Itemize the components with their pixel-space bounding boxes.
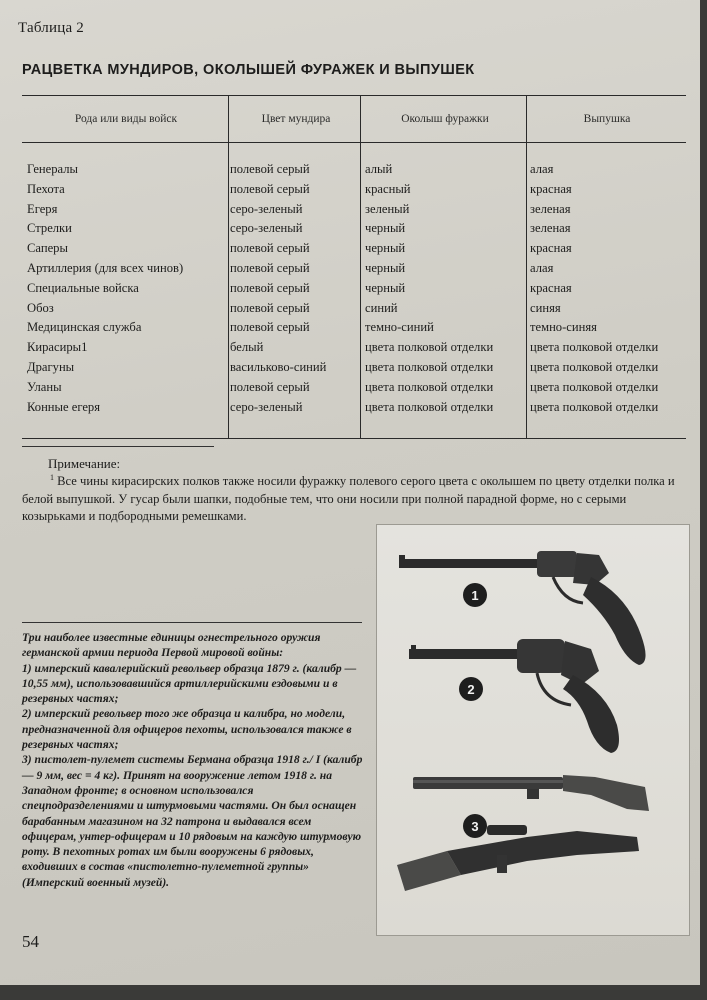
cell-tunic-color: полевой серый bbox=[230, 181, 310, 196]
cell-tunic-color: серо-зеленый bbox=[230, 221, 303, 236]
cell-cap-band: темно-синий bbox=[365, 320, 434, 335]
cell-branch: Стрелки bbox=[27, 221, 72, 236]
page-heading: РАЦВЕТКА МУНДИРОВ, ОКОЛЫШЕЙ ФУРАЖЕК И ВЫПУШЕК bbox=[22, 62, 475, 78]
cell-branch: Уланы bbox=[27, 379, 62, 394]
header-branch: Рода или виды войск bbox=[74, 113, 178, 125]
cell-branch: Саперы bbox=[27, 241, 68, 256]
cell-cap-band: черный bbox=[365, 280, 406, 295]
cell-piping: зеленая bbox=[530, 201, 571, 216]
caption-item-3: 3) пистолет-пулемет системы Бермана образца 1918 г./ I (калибр — 9 мм, вес = 4 кг). Принят на вооружение летом 1918 г. на Западном фронте; в основном использовался спецподразделениями и штурмовыми частями. Он был оснащен барабанным магазином на 32 патрона и выдавался всем офицерам, унтер-офицерам и 10 рядовым на каждую штурмовую роту. В пехотных ротах им были вооружены 6 рядовых, входивших в состав «пистолетно-пулеметной группы» (Имперский военный музей). bbox=[22, 753, 363, 889]
table-header bbox=[22, 96, 686, 143]
cell-tunic-color: белый bbox=[230, 340, 264, 355]
cell-piping: синяя bbox=[530, 300, 561, 315]
table-row bbox=[22, 281, 686, 301]
cell-tunic-color: полевой серый bbox=[230, 162, 310, 176]
table-row bbox=[22, 182, 686, 202]
table-row bbox=[22, 320, 686, 340]
badge-1-label: 1 bbox=[471, 588, 479, 603]
bergmann-smg-angled-image bbox=[397, 825, 639, 891]
cell-cap-band: цвета полковой отделки bbox=[365, 340, 494, 355]
cell-piping: красная bbox=[530, 241, 572, 256]
uniform-colors-table bbox=[22, 95, 686, 439]
page-number: 54 bbox=[22, 932, 39, 951]
bergmann-smg-profile-image bbox=[413, 775, 649, 811]
cell-branch: Егеря bbox=[27, 201, 58, 216]
table-row bbox=[22, 400, 686, 420]
cell-cap-band: алый bbox=[365, 162, 393, 176]
cell-cap-band: черный bbox=[365, 221, 406, 236]
table-row bbox=[22, 221, 686, 241]
badge-3-label: 3 bbox=[471, 819, 479, 834]
caption-separator bbox=[22, 622, 362, 623]
cell-tunic-color: серо-зеленый bbox=[230, 201, 303, 216]
cell-piping: цвета полковой отделки bbox=[530, 359, 659, 374]
note-text bbox=[22, 469, 692, 526]
cell-piping: алая bbox=[530, 260, 554, 275]
cell-branch: Специальные войска bbox=[27, 280, 139, 295]
footnote-separator bbox=[22, 446, 214, 447]
header-cap-band: Околыш фуражки bbox=[401, 113, 489, 125]
cell-cap-band: красный bbox=[365, 181, 411, 196]
cell-branch: Драгуны bbox=[27, 359, 75, 374]
table-row bbox=[22, 301, 686, 321]
photo-caption bbox=[22, 630, 366, 890]
revolver-1879-officer-image bbox=[409, 639, 619, 753]
cell-tunic-color: полевой серый bbox=[230, 379, 310, 394]
caption-intro: Три наиболее известные единицы огнестрельного оружия германской армии периода Первой мировой войны: bbox=[22, 631, 321, 660]
table-row bbox=[22, 380, 686, 400]
cell-piping: красная bbox=[530, 181, 572, 196]
footnote-marker: 1 bbox=[50, 473, 54, 482]
table-row bbox=[22, 162, 686, 182]
cell-piping: цвета полковой отделки bbox=[530, 340, 659, 355]
cell-cap-band: цвета полковой отделки bbox=[365, 399, 494, 414]
cell-tunic-color: полевой серый bbox=[230, 260, 310, 275]
cell-cap-band: цвета полковой отделки bbox=[365, 379, 494, 394]
cell-piping: цвета полковой отделки bbox=[530, 379, 659, 394]
caption-item-2: 2) имперский револьвер того же образца и калибра, но модели, предназначенной для офицеров пехоты, использовался также в резервных частях; bbox=[22, 707, 352, 752]
cell-branch: Обоз bbox=[27, 300, 54, 315]
header-tunic-color: Цвет мундира bbox=[261, 113, 331, 125]
cell-cap-band: синий bbox=[365, 300, 398, 315]
cell-tunic-color: полевой серый bbox=[230, 300, 310, 315]
cell-branch: Генералы bbox=[27, 162, 78, 176]
table-body bbox=[22, 162, 686, 419]
cell-branch: Пехота bbox=[27, 181, 65, 196]
note-title: Примечание: bbox=[48, 456, 121, 471]
cell-cap-band: цвета полковой отделки bbox=[365, 359, 494, 374]
cell-tunic-color: полевой серый bbox=[230, 320, 310, 335]
cell-branch: Медицинская служба bbox=[27, 320, 142, 335]
table-row bbox=[22, 340, 686, 360]
cell-cap-band: зеленый bbox=[365, 201, 410, 216]
cell-piping: красная bbox=[530, 280, 572, 295]
caption-item-1: 1) имперский кавалерийский револьвер образца 1879 г. (калибр — 10,55 мм), использовавшийся артиллерийскими ездовыми и в резервных частях; bbox=[22, 661, 357, 706]
table-row bbox=[22, 241, 686, 261]
cell-branch: Конные егеря bbox=[27, 399, 101, 414]
cell-piping: темно-синяя bbox=[530, 320, 597, 335]
cell-cap-band: черный bbox=[365, 241, 406, 256]
cell-tunic-color: васильково-синий bbox=[230, 359, 327, 374]
weapons-photo bbox=[376, 524, 690, 936]
cell-piping: алая bbox=[530, 162, 554, 176]
header-piping: Выпушка bbox=[583, 113, 631, 125]
cell-branch: Артиллерия (для всех чинов) bbox=[27, 260, 184, 275]
table-row bbox=[22, 360, 686, 380]
cell-tunic-color: полевой серый bbox=[230, 280, 310, 295]
table-label: Таблица 2 bbox=[18, 20, 84, 36]
cell-tunic-color: серо-зеленый bbox=[230, 399, 303, 414]
table-row bbox=[22, 202, 686, 222]
badge-2-label: 2 bbox=[467, 682, 475, 697]
cell-branch: Кирасиры1 bbox=[27, 340, 88, 355]
cell-piping: зеленая bbox=[530, 221, 571, 236]
note-body: Все чины кирасирских полков также носили фуражку полевого серого цвета с околышем по цвету отделки полка и белой выпушкой. У гусар были шапки, подобные тем, что они носили при полной парадной форме, но с серыми козырьками и подбородными ремешками. bbox=[22, 474, 675, 524]
cell-piping: цвета полковой отделки bbox=[530, 399, 659, 414]
cell-cap-band: черный bbox=[365, 260, 406, 275]
table-row bbox=[22, 261, 686, 281]
cell-tunic-color: полевой серый bbox=[230, 241, 310, 256]
